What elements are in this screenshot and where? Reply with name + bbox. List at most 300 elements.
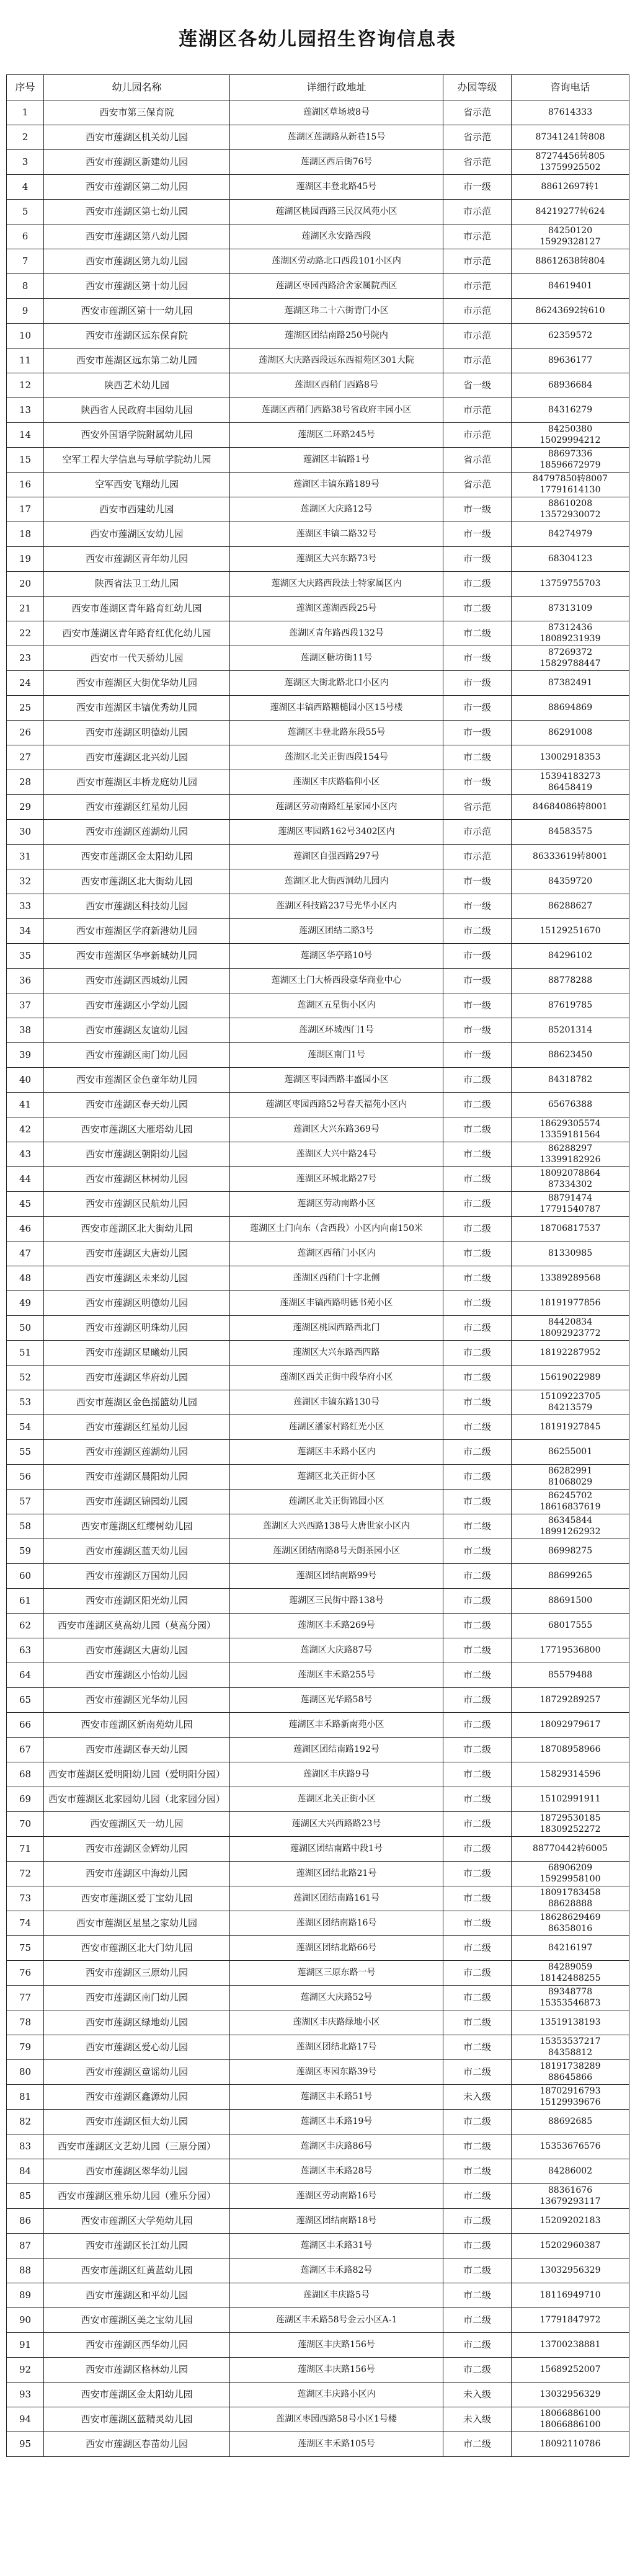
address: 莲湖区枣园路162号3402区内 xyxy=(230,820,443,845)
kindergarten-name: 西安市莲湖区第二幼儿园 xyxy=(44,175,230,200)
row-index: 19 xyxy=(7,547,44,572)
level: 市一级 xyxy=(443,646,512,671)
table-row xyxy=(7,2035,629,2060)
phone: 13700238881 xyxy=(512,2333,629,2358)
address: 莲湖区西稍门小区内 xyxy=(230,1241,443,1266)
table-row xyxy=(7,1862,629,1886)
level: 市二级 xyxy=(443,1936,512,1961)
kindergarten-name: 西安市莲湖区北大街幼儿园 xyxy=(44,1217,230,1241)
phone: 18628629469 86358016 xyxy=(512,1911,629,1936)
phone: 18191738289 88645866 xyxy=(512,2060,629,2085)
row-index: 55 xyxy=(7,1440,44,1465)
phone: 84296102 xyxy=(512,944,629,969)
address: 莲湖区北大街西洞幼儿园内 xyxy=(230,869,443,894)
phone: 84286002 xyxy=(512,2159,629,2184)
phone: 18066886100 18066886100 xyxy=(512,2407,629,2432)
level: 市一级 xyxy=(443,869,512,894)
level: 市示范 xyxy=(443,200,512,224)
level: 市二级 xyxy=(443,1117,512,1142)
phone: 18706817537 xyxy=(512,1217,629,1241)
row-index: 61 xyxy=(7,1589,44,1614)
level: 市示范 xyxy=(443,249,512,274)
kindergarten-name: 西安市莲湖区蓝精灵幼儿园 xyxy=(44,2407,230,2432)
phone: 15394183273 86458419 xyxy=(512,770,629,795)
table-row xyxy=(7,696,629,721)
phone: 15209202183 xyxy=(512,2209,629,2234)
level: 市二级 xyxy=(443,1762,512,1787)
phone: 86345844 18991262932 xyxy=(512,1514,629,1539)
table-row xyxy=(7,1787,629,1812)
row-index: 80 xyxy=(7,2060,44,2085)
level: 市二级 xyxy=(443,2159,512,2184)
kindergarten-name: 西安市莲湖区科技幼儿园 xyxy=(44,894,230,919)
phone: 13002918353 xyxy=(512,745,629,770)
table-row xyxy=(7,1390,629,1415)
row-index: 49 xyxy=(7,1291,44,1316)
table-row xyxy=(7,2159,629,2184)
kindergarten-name: 西安市莲湖区莲湖幼儿园 xyxy=(44,1440,230,1465)
kindergarten-name: 西安市莲湖区红星幼儿园 xyxy=(44,795,230,820)
level: 市二级 xyxy=(443,2333,512,2358)
table-row xyxy=(7,274,629,299)
address: 莲湖区北关正街小区 xyxy=(230,1465,443,1490)
level: 市一级 xyxy=(443,671,512,696)
address: 莲湖区大庆路西段远东西福苑区301大院 xyxy=(230,349,443,373)
kindergarten-name: 西安市莲湖区大街优华幼儿园 xyxy=(44,671,230,696)
table-row xyxy=(7,2407,629,2432)
address: 莲湖区玮二十六街青门小区 xyxy=(230,299,443,324)
address: 莲湖区丰庆路小区内 xyxy=(230,2383,443,2407)
address: 莲湖区糖坊街11号 xyxy=(230,646,443,671)
table-row xyxy=(7,1415,629,1440)
phone: 81330985 xyxy=(512,1241,629,1266)
level: 省示范 xyxy=(443,795,512,820)
address: 莲湖区环城北路27号 xyxy=(230,1167,443,1192)
kindergarten-name: 西安市莲湖区明德幼儿园 xyxy=(44,1291,230,1316)
table-row xyxy=(7,1738,629,1762)
kindergarten-name: 西安市莲湖区朝阳幼儿园 xyxy=(44,1142,230,1167)
address: 莲湖区丰镐东路130号 xyxy=(230,1390,443,1415)
kindergarten-name: 西安市莲湖区鑫源幼儿园 xyxy=(44,2085,230,2110)
address: 莲湖区枣园西路58号小区1号楼 xyxy=(230,2407,443,2432)
row-index: 81 xyxy=(7,2085,44,2110)
level: 市二级 xyxy=(443,919,512,944)
table-row xyxy=(7,1018,629,1043)
kindergarten-name: 西安市第三保育院 xyxy=(44,100,230,125)
level: 市二级 xyxy=(443,1142,512,1167)
phone: 18091783458 88628888 xyxy=(512,1886,629,1911)
table-row xyxy=(7,2333,629,2358)
address: 莲湖区丰庆路156号 xyxy=(230,2333,443,2358)
level: 市一级 xyxy=(443,993,512,1018)
level: 市二级 xyxy=(443,1291,512,1316)
phone: 84289059 18142488255 xyxy=(512,1961,629,1986)
table-row xyxy=(7,125,629,150)
row-index: 60 xyxy=(7,1564,44,1589)
row-index: 18 xyxy=(7,522,44,547)
table-row xyxy=(7,2308,629,2333)
phone: 62359572 xyxy=(512,324,629,349)
kindergarten-name: 西安市莲湖区北大街幼儿园 xyxy=(44,869,230,894)
level: 市示范 xyxy=(443,423,512,448)
table-row xyxy=(7,299,629,324)
table-row xyxy=(7,1192,629,1217)
table-row xyxy=(7,572,629,597)
row-index: 57 xyxy=(7,1490,44,1514)
row-index: 15 xyxy=(7,448,44,473)
kindergarten-name: 西安市莲湖区红黄蓝幼儿园 xyxy=(44,2258,230,2283)
table-row xyxy=(7,2110,629,2134)
level: 市二级 xyxy=(443,1738,512,1762)
row-index: 27 xyxy=(7,745,44,770)
phone: 87341241转808 xyxy=(512,125,629,150)
row-index: 16 xyxy=(7,473,44,497)
phone: 68906209 15929958100 xyxy=(512,1862,629,1886)
address: 莲湖区丰庆路5号 xyxy=(230,2283,443,2308)
kindergarten-name: 西安市莲湖区西华幼儿园 xyxy=(44,2333,230,2358)
level: 市二级 xyxy=(443,2432,512,2457)
level: 市二级 xyxy=(443,1688,512,1713)
kindergarten-name: 西安市莲湖区星曦幼儿园 xyxy=(44,1341,230,1366)
level: 省示范 xyxy=(443,473,512,497)
phone: 84274979 xyxy=(512,522,629,547)
phone: 15353676576 xyxy=(512,2134,629,2159)
phone: 84420834 18092923772 xyxy=(512,1316,629,1341)
kindergarten-name: 陕西艺术幼儿园 xyxy=(44,373,230,398)
table-row xyxy=(7,2209,629,2234)
row-index: 4 xyxy=(7,175,44,200)
table-row xyxy=(7,1762,629,1787)
address: 莲湖区枣园东路39号 xyxy=(230,2060,443,2085)
kindergarten-name: 西安市莲湖区明珠幼儿园 xyxy=(44,1316,230,1341)
phone: 84219277转624 xyxy=(512,200,629,224)
level: 市二级 xyxy=(443,1638,512,1663)
kindergarten-name: 西安市莲湖区金太阳幼儿园 xyxy=(44,845,230,869)
level: 市二级 xyxy=(443,572,512,597)
table-row xyxy=(7,1465,629,1490)
table-row xyxy=(7,1688,629,1713)
row-index: 7 xyxy=(7,249,44,274)
kindergarten-name: 西安市莲湖区长江幼儿园 xyxy=(44,2234,230,2258)
table-row xyxy=(7,721,629,745)
address: 莲湖区丰禾路小区内 xyxy=(230,1440,443,1465)
address: 莲湖区大庆路87号 xyxy=(230,1638,443,1663)
phone: 18092110786 xyxy=(512,2432,629,2457)
address: 莲湖区丰禾路105号 xyxy=(230,2432,443,2457)
kindergarten-name: 西安市莲湖区大学苑幼儿园 xyxy=(44,2209,230,2234)
phone: 18191927845 xyxy=(512,1415,629,1440)
phone: 84619401 xyxy=(512,274,629,299)
row-index: 90 xyxy=(7,2308,44,2333)
address: 莲湖区丰庆路9号 xyxy=(230,1762,443,1787)
row-index: 76 xyxy=(7,1961,44,1986)
table-row xyxy=(7,1440,629,1465)
row-index: 29 xyxy=(7,795,44,820)
address: 莲湖区大庆路西段法士特家属区内 xyxy=(230,572,443,597)
address: 莲湖区劳动南路红星家园小区内 xyxy=(230,795,443,820)
phone: 86243692转610 xyxy=(512,299,629,324)
address: 莲湖区枣园西路52号春天福苑小区内 xyxy=(230,1093,443,1117)
row-index: 24 xyxy=(7,671,44,696)
row-index: 22 xyxy=(7,621,44,646)
level: 市一级 xyxy=(443,1043,512,1068)
level: 市二级 xyxy=(443,1787,512,1812)
level: 市二级 xyxy=(443,1266,512,1291)
level: 市二级 xyxy=(443,1812,512,1837)
level: 市一级 xyxy=(443,547,512,572)
address: 莲湖区大兴东路369号 xyxy=(230,1117,443,1142)
kindergarten-name: 西安市莲湖区新建幼儿园 xyxy=(44,150,230,175)
level: 省一级 xyxy=(443,373,512,398)
kindergarten-name: 西安市莲湖区阳光幼儿园 xyxy=(44,1589,230,1614)
kindergarten-name: 西安市莲湖区金色童年幼儿园 xyxy=(44,1068,230,1093)
kindergarten-name: 西安市莲湖区蓝天幼儿园 xyxy=(44,1539,230,1564)
phone: 88694869 xyxy=(512,696,629,721)
address: 莲湖区潘家村路红光小区 xyxy=(230,1415,443,1440)
kindergarten-name: 西安市莲湖区爱心幼儿园 xyxy=(44,2035,230,2060)
level: 省示范 xyxy=(443,125,512,150)
table-row xyxy=(7,770,629,795)
phone: 86291008 xyxy=(512,721,629,745)
kindergarten-name: 西安市莲湖区林树幼儿园 xyxy=(44,1167,230,1192)
table-row xyxy=(7,2358,629,2383)
kindergarten-name: 空军工程大学信息与导航学院幼儿园 xyxy=(44,448,230,473)
address: 莲湖区北关正街西段154号 xyxy=(230,745,443,770)
row-index: 32 xyxy=(7,869,44,894)
header-level: 办园等级 xyxy=(443,75,512,100)
phone: 84250120 15929328127 xyxy=(512,224,629,249)
table-row xyxy=(7,398,629,423)
row-index: 35 xyxy=(7,944,44,969)
header-address: 详细行政地址 xyxy=(230,75,443,100)
address: 莲湖区丰镐路1号 xyxy=(230,448,443,473)
row-index: 67 xyxy=(7,1738,44,1762)
row-index: 48 xyxy=(7,1266,44,1291)
level: 市二级 xyxy=(443,2010,512,2035)
table-row xyxy=(7,249,629,274)
address: 莲湖区北关正街锦园小区 xyxy=(230,1490,443,1514)
header-phone: 咨询电话 xyxy=(512,75,629,100)
kindergarten-name: 西安市莲湖区第八幼儿园 xyxy=(44,224,230,249)
table-row xyxy=(7,349,629,373)
row-index: 65 xyxy=(7,1688,44,1713)
address: 莲湖区二环路245号 xyxy=(230,423,443,448)
kindergarten-name: 西安市莲湖区雅乐幼儿园（雅乐分园） xyxy=(44,2184,230,2209)
table-row xyxy=(7,1068,629,1093)
kindergarten-name: 西安市莲湖区北大门幼儿园 xyxy=(44,1936,230,1961)
kindergarten-name: 西安市莲湖区未来幼儿园 xyxy=(44,1266,230,1291)
address: 莲湖区劳动路北口西段101小区内 xyxy=(230,249,443,274)
phone: 85201314 xyxy=(512,1018,629,1043)
address: 莲湖区光华路58号 xyxy=(230,1688,443,1713)
row-index: 45 xyxy=(7,1192,44,1217)
row-index: 6 xyxy=(7,224,44,249)
row-index: 36 xyxy=(7,969,44,993)
kindergarten-name: 西安市莲湖区第十一幼儿园 xyxy=(44,299,230,324)
address: 莲湖区丰禾路28号 xyxy=(230,2159,443,2184)
kindergarten-name: 西安市莲湖区明德幼儿园 xyxy=(44,721,230,745)
address: 莲湖区丰庆路86号 xyxy=(230,2134,443,2159)
phone: 85579488 xyxy=(512,1663,629,1688)
address: 莲湖区丰禾路31号 xyxy=(230,2234,443,2258)
table-row xyxy=(7,1316,629,1341)
level: 市二级 xyxy=(443,1465,512,1490)
phone: 84316279 xyxy=(512,398,629,423)
kindergarten-name: 西安市莲湖区金辉幼儿园 xyxy=(44,1837,230,1862)
kindergarten-name: 空军西安飞翔幼儿园 xyxy=(44,473,230,497)
address: 莲湖区丰镐西路糖槌园小区15号楼 xyxy=(230,696,443,721)
address: 莲湖区枣园西路丰盛园小区 xyxy=(230,1068,443,1093)
level: 市二级 xyxy=(443,2184,512,2209)
table-row xyxy=(7,1366,629,1390)
address: 莲湖区团结南路中段1号 xyxy=(230,1837,443,1862)
page-title: 莲湖区各幼儿园招生咨询信息表 xyxy=(179,29,456,50)
phone: 18708958966 xyxy=(512,1738,629,1762)
table-row xyxy=(7,2085,629,2110)
table-row xyxy=(7,1291,629,1316)
level: 市二级 xyxy=(443,1341,512,1366)
table-row xyxy=(7,1837,629,1862)
phone: 18191977856 xyxy=(512,1291,629,1316)
level: 市二级 xyxy=(443,1564,512,1589)
table-row xyxy=(7,2258,629,2283)
table-row xyxy=(7,423,629,448)
level: 市一级 xyxy=(443,175,512,200)
phone: 87382491 xyxy=(512,671,629,696)
row-index: 95 xyxy=(7,2432,44,2457)
table-row xyxy=(7,919,629,944)
level: 市二级 xyxy=(443,1366,512,1390)
row-index: 46 xyxy=(7,1217,44,1241)
row-index: 62 xyxy=(7,1614,44,1638)
address: 莲湖区西后街76号 xyxy=(230,150,443,175)
kindergarten-name: 西安市莲湖区春天幼儿园 xyxy=(44,1738,230,1762)
table-row xyxy=(7,1142,629,1167)
row-index: 40 xyxy=(7,1068,44,1093)
table-row xyxy=(7,1936,629,1961)
kindergarten-name: 西安市莲湖区华亭新城幼儿园 xyxy=(44,944,230,969)
kindergarten-name: 西安市莲湖区和平幼儿园 xyxy=(44,2283,230,2308)
address: 莲湖区丰禾路269号 xyxy=(230,1614,443,1638)
address: 莲湖区环城西门1号 xyxy=(230,1018,443,1043)
level: 市二级 xyxy=(443,1192,512,1217)
table-row xyxy=(7,522,629,547)
row-index: 23 xyxy=(7,646,44,671)
row-index: 82 xyxy=(7,2110,44,2134)
phone: 88699265 xyxy=(512,1564,629,1589)
table-row xyxy=(7,448,629,473)
kindergarten-name: 西安市莲湖区恒大幼儿园 xyxy=(44,2110,230,2134)
row-index: 56 xyxy=(7,1465,44,1490)
level: 市二级 xyxy=(443,1862,512,1886)
table-row xyxy=(7,646,629,671)
table-row xyxy=(7,1241,629,1266)
phone: 15689252007 xyxy=(512,2358,629,2383)
table-row xyxy=(7,224,629,249)
address: 莲湖区三民街中路138号 xyxy=(230,1589,443,1614)
phone: 86245702 18616837619 xyxy=(512,1490,629,1514)
row-index: 11 xyxy=(7,349,44,373)
level: 市一级 xyxy=(443,770,512,795)
address: 莲湖区团结南路8号天朗茶园小区 xyxy=(230,1539,443,1564)
table-row xyxy=(7,894,629,919)
address: 莲湖区团结南路99号 xyxy=(230,1564,443,1589)
level: 市二级 xyxy=(443,2110,512,2134)
phone: 18092979617 xyxy=(512,1713,629,1738)
phone: 88770442转6005 xyxy=(512,1837,629,1862)
table-row xyxy=(7,2010,629,2035)
kindergarten-name: 西安市莲湖区红星幼儿园 xyxy=(44,1415,230,1440)
kindergarten-name: 陕西省法卫工幼儿园 xyxy=(44,572,230,597)
address: 莲湖区五星街小区内 xyxy=(230,993,443,1018)
row-index: 44 xyxy=(7,1167,44,1192)
table-row xyxy=(7,547,629,572)
table-row xyxy=(7,1514,629,1539)
row-index: 12 xyxy=(7,373,44,398)
phone: 18729289257 xyxy=(512,1688,629,1713)
kindergarten-name: 西安市莲湖区小怡幼儿园 xyxy=(44,1663,230,1688)
address: 莲湖区大兴中路24号 xyxy=(230,1142,443,1167)
kindergarten-name: 西安市莲湖区万国幼儿园 xyxy=(44,1564,230,1589)
table-row xyxy=(7,373,629,398)
row-index: 64 xyxy=(7,1663,44,1688)
address: 莲湖区团结北路66号 xyxy=(230,1936,443,1961)
row-index: 71 xyxy=(7,1837,44,1862)
phone: 13032956329 xyxy=(512,2258,629,2283)
level: 市二级 xyxy=(443,1961,512,1986)
table-row xyxy=(7,100,629,125)
row-index: 47 xyxy=(7,1241,44,1266)
phone: 65676388 xyxy=(512,1093,629,1117)
table-row xyxy=(7,1266,629,1291)
table-row xyxy=(7,1986,629,2010)
phone: 84583575 xyxy=(512,820,629,845)
level: 市二级 xyxy=(443,2209,512,2234)
table-row xyxy=(7,1911,629,1936)
phone: 84318782 xyxy=(512,1068,629,1093)
phone: 88612638转804 xyxy=(512,249,629,274)
phone: 87274456转805 13759925502 xyxy=(512,150,629,175)
phone: 84216197 xyxy=(512,1936,629,1961)
row-index: 26 xyxy=(7,721,44,745)
kindergarten-name: 西安市莲湖区新南苑幼儿园 xyxy=(44,1713,230,1738)
row-index: 58 xyxy=(7,1514,44,1539)
phone: 87313109 xyxy=(512,597,629,621)
phone: 15102991911 xyxy=(512,1787,629,1812)
row-index: 3 xyxy=(7,150,44,175)
table-body xyxy=(7,100,629,2457)
address: 莲湖区西关正街中段华府小区 xyxy=(230,1366,443,1390)
address: 莲湖区团结南路161号 xyxy=(230,1886,443,1911)
table-row xyxy=(7,1713,629,1738)
table-row xyxy=(7,1217,629,1241)
header-name: 幼儿园名称 xyxy=(44,75,230,100)
phone: 13519138193 xyxy=(512,2010,629,2035)
kindergarten-name: 西安市莲湖区安幼儿园 xyxy=(44,522,230,547)
address: 莲湖区大兴西路138号大唐世家小区内 xyxy=(230,1514,443,1539)
kindergarten-name: 西安市莲湖区莫高幼儿园（莫高分园） xyxy=(44,1614,230,1638)
kindergarten-name: 西安市一代天骄幼儿园 xyxy=(44,646,230,671)
address: 莲湖区大兴西路路23号 xyxy=(230,1812,443,1837)
level: 市二级 xyxy=(443,1514,512,1539)
address: 莲湖区桃园西路西北门 xyxy=(230,1316,443,1341)
table-row xyxy=(7,1564,629,1589)
table-row xyxy=(7,497,629,522)
kindergarten-name: 西安市莲湖区莲湖幼儿园 xyxy=(44,820,230,845)
level: 未入级 xyxy=(443,2383,512,2407)
level: 市二级 xyxy=(443,2308,512,2333)
address: 莲湖区草场坡8号 xyxy=(230,100,443,125)
